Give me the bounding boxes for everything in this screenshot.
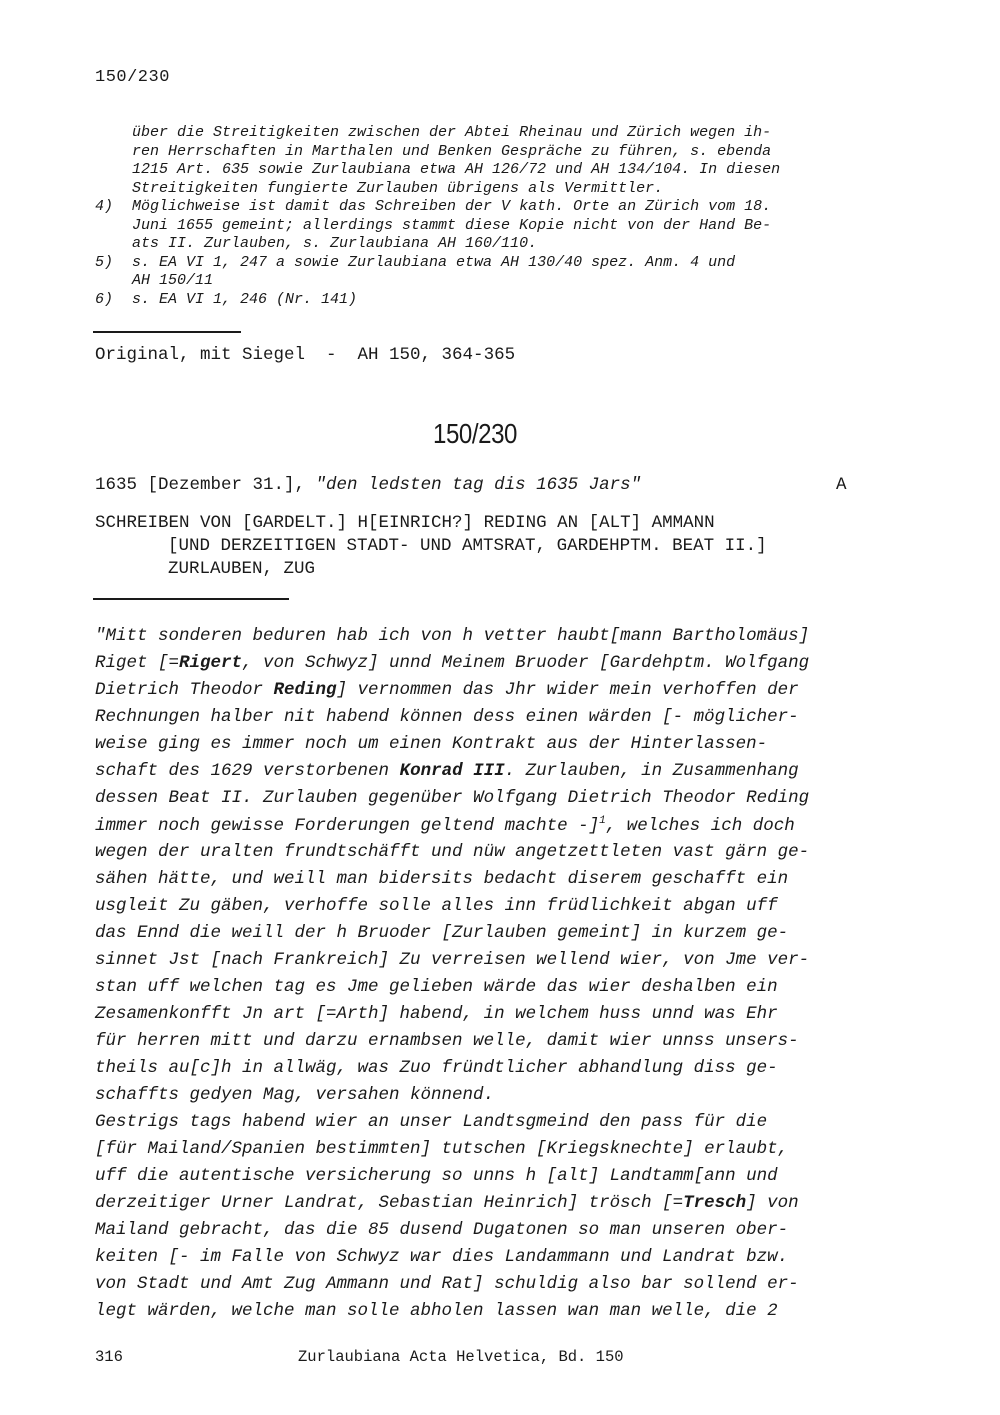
- footnote-number: 5): [95, 254, 114, 271]
- document-type-letter: A: [836, 475, 847, 495]
- footnote-line: Streitigkeiten fungierte Zurlauben übrigens als Vermittler.: [132, 180, 664, 197]
- body-line: [95, 1193, 799, 1213]
- body-line: keiten [- im Falle von Schwyz war dies Landammann und Landrat bzw.: [95, 1247, 789, 1267]
- footnote-number: 4): [95, 198, 114, 215]
- text-run: , von Schwyz] unnd Meinem Bruoder [Gardehptm. Wolfgang: [242, 653, 810, 673]
- footnote-line: AH 150/11: [132, 272, 214, 289]
- body-line: usgleit Zu gäben, verhoffe solle alles inn früdlichkeit abgan uff: [95, 896, 778, 916]
- date-line: [95, 475, 641, 495]
- heading-line: ZURLAUBEN, ZUG: [168, 559, 316, 579]
- body-line: [95, 815, 795, 836]
- text-run: derzeitiger Urner Landrat, Sebastian Heinrich] trösch [=: [95, 1193, 684, 1213]
- body-line: "Mitt sonderen beduren hab ich von h vetter haubt[mann Bartholomäus]: [95, 626, 810, 646]
- person-name: Rigert: [179, 653, 243, 673]
- body-line: dessen Beat II. Zurlauben gegenüber Wolfgang Dietrich Theodor Reding: [95, 788, 810, 808]
- text-run: schaft des 1629 verstorbenen: [95, 761, 400, 781]
- body-line: wegen der uralten frundtschäfft und nüw angetzettleten vast gärn ge-: [95, 842, 810, 862]
- footnote-line: s. EA VI 1, 247 a sowie Zurlaubiana etwa AH 130/40 spez. Anm. 4 und: [132, 254, 736, 271]
- body-line: Rechnungen halber nit habend können dess einen wärden [- möglicher-: [95, 707, 799, 727]
- body-line: [für Mailand/Spanien bestimmten] tutschen [Kriegsknechte] erlaubt,: [95, 1139, 789, 1159]
- body-line: [95, 680, 799, 700]
- body-line: das Ennd die weill der h Bruoder [Zurlauben gemeint] in kurzem ge-: [95, 923, 789, 943]
- text-run: ] von: [746, 1193, 799, 1213]
- footnote-number: 6): [95, 291, 114, 308]
- body-line: Gestrigs tags habend wier an unser Landtsgmeind den pass für die: [95, 1112, 768, 1132]
- footnote-line: 1215 Art. 635 sowie Zurlaubiana etwa AH 126/72 und AH 134/104. In diesen: [132, 161, 781, 178]
- footnote-line: ats II. Zurlauben, s. Zurlaubiana AH 160/110.: [132, 235, 538, 252]
- body-line: stan uff welchen tag es Jme gelieben wärde das wier deshalben ein: [95, 977, 778, 997]
- footnote-ref: 1: [599, 815, 606, 827]
- date-quote: "den ledsten tag dis 1635 Jars": [315, 475, 642, 495]
- publication-title: Zurlaubiana Acta Helvetica, Bd. 150: [298, 1348, 624, 1366]
- text-run: Dietrich Theodor: [95, 680, 274, 700]
- body-line: für herren mitt und darzu ernambsen welle, damit wier unnss unsers-: [95, 1031, 799, 1051]
- footnote-line: Möglichweise ist damit das Schreiben der V kath. Orte an Zürich vom 18.: [132, 198, 772, 215]
- body-line: von Stadt und Amt Zug Ammann und Rat] schuldig also bar sollend er-: [95, 1274, 799, 1294]
- body-line: [95, 761, 799, 781]
- body-line: [95, 653, 809, 673]
- date-prefix: 1635 [Dezember 31.],: [95, 475, 316, 495]
- body-line: sähen hätte, und weill man bidersits bedacht diserem geschafft ein: [95, 869, 789, 889]
- footnote-line: über die Streitigkeiten zwischen der Abtei Rheinau und Zürich wegen ih-: [132, 124, 772, 141]
- body-line: legt wärden, welche man solle abholen lassen wan man welle, die 2: [95, 1301, 778, 1321]
- person-name: Tresch: [683, 1193, 747, 1213]
- person-name: Konrad III: [399, 761, 505, 781]
- text-run: immer noch gewisse Forderungen geltend machte -]: [95, 815, 600, 836]
- text-run: , welches ich doch: [605, 815, 795, 836]
- person-name: Reding: [273, 680, 337, 700]
- body-line: uff die autentische versicherung so unns h [alt] Landtamm[ann und: [95, 1166, 778, 1186]
- text-run: . Zurlauben, in Zusammenhang: [504, 761, 799, 781]
- body-line: theils au[c]h in allwäg, was Zuo fründtlicher abhandlung diss ge-: [95, 1058, 778, 1078]
- body-line: sinnet Jst [nach Frankreich] Zu verreisen wellend wier, von Jme ver-: [95, 950, 810, 970]
- footnote-line: Juni 1655 gemeint; allerdings stammt diese Kopie nicht von der Hand Be-: [132, 217, 772, 234]
- source-note: Original, mit Siegel - AH 150, 364-365: [95, 345, 516, 365]
- heading-line: SCHREIBEN VON [GARDELT.] H[EINRICH?] REDING AN [ALT] AMMANN: [95, 513, 715, 533]
- footnote-divider: [93, 331, 241, 333]
- body-line: Mailand gebracht, das die 85 dusend Dugatonen so man unseren ober-: [95, 1220, 789, 1240]
- text-run: ] vernommen das Jhr wider mein verhoffen der: [336, 680, 799, 700]
- heading-line: [UND DERZEITIGEN STADT- UND AMTSRAT, GARDEHPTM. BEAT II.]: [168, 536, 767, 556]
- text-run: Riget [=: [95, 653, 180, 673]
- footnote-line: s. EA VI 1, 246 (Nr. 141): [132, 291, 358, 308]
- page-number: 316: [95, 1348, 123, 1366]
- running-header: 150/230: [95, 68, 170, 87]
- body-line: schaffts gedyen Mag, versahen könnend.: [95, 1085, 495, 1105]
- heading-divider: [93, 598, 289, 600]
- body-line: weise ging es immer noch um einen Kontrakt aus der Hinterlassen-: [95, 734, 768, 754]
- document-number: 150/230: [432, 418, 518, 449]
- footnote-line: ren Herrschaften in Marthalen und Benken Gespräche zu führen, s. ebenda: [132, 143, 772, 160]
- body-line: Zesamenkonfft Jn art [=Arth] habend, in welchem huss unnd was Ehr: [95, 1004, 778, 1024]
